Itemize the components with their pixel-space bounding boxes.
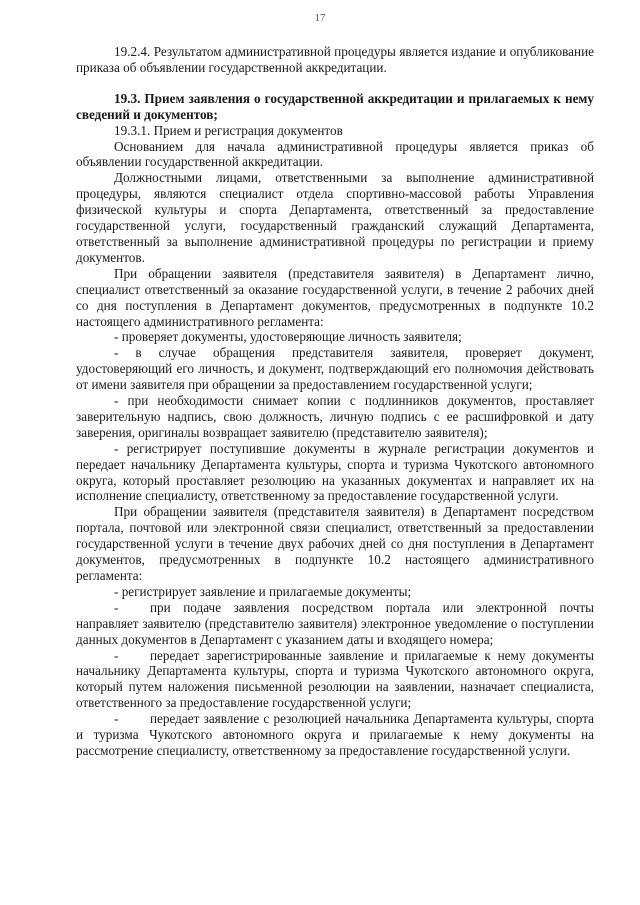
paragraph: - проверяет документы, удостоверяющие личность заявителя;	[114, 329, 462, 345]
list-dash: -	[114, 647, 119, 663]
list-item-text: при подаче заявления посредством портала или электронной почты направляет заявителю (представителю заявителя) электронное уведомление о поступлении данных документов в Департамент с указанием даты и входящего номера;	[76, 599, 594, 647]
list-item	[76, 600, 594, 648]
list-dash: -	[114, 711, 119, 727]
paragraph: При обращении заявителя (представителя заявителя) в Департамент лично, специалист ответственный за оказание государственной услуги, в течение 2 рабочих дней со дня поступления в Департамент документов, предусмотренных в подпункте 10.2 настоящего административного регламента:	[76, 265, 594, 329]
paragraph: При обращении заявителя (представителя заявителя) в Департамент посредством портала, почтовой или электронной связи специалист, ответственный за предоставлении государственной услуги в течение двух рабочих дней со дня поступления в Департамент документов, предусмотренных в подпункте 10.2 настоящего административного регламента:	[76, 504, 594, 583]
paragraph: 19.2.4. Результатом административной процедуры является издание и опубликование приказа об объявлении государственной аккредитации.	[76, 44, 594, 75]
paragraph: - в случае обращения представителя заявителя, проверяет документ, удостоверяющий его личность, и документ, подтверждающий его полномочия действовать от имени заявителя при обращении за предоставлением государственной услуги;	[76, 345, 594, 393]
list-item-text: передает заявление с резолюцией начальника Департамента культуры, спорта и туризма Чукотского автономного округа и прилагаемые к нему документы на рассмотрение специалисту, ответственному за предоставление государственной услуги.	[76, 711, 594, 758]
paragraph: - регистрирует поступившие документы в журнале регистрации документов и передает начальнику Департамента культуры, спорта и туризма Чукотского автономного округа, который проставляет резолюцию на указанных документах и направляет их на исполнение специалисту, ответственному за предоставление государственной услуги.	[76, 440, 594, 504]
list-item-text: передает зарегистрированные заявление и прилагаемые к нему документы начальнику Департамента культуры, спорта и туризма Чукотского автономного округа, который путем наложения письменной резолюции на заявлении, назначает специалиста, ответственного за предоставление государственной услуги;	[76, 647, 594, 711]
list-item	[76, 711, 594, 759]
paragraph-gap	[76, 76, 594, 91]
paragraph: Должностными лицами, ответственными за выполнение административной процедуры, являются специалист отдела спортивно-массовой работы Управления физической культуры и спорта Департамента, ответственный за предоставление государственной услуги, государственный гражданский служащий Департамента, ответственный за выполнение административной процедуры по регистрации и приему документов.	[76, 170, 594, 265]
paragraph: - регистрирует заявление и прилагаемые документы;	[114, 583, 412, 599]
list-dash: -	[114, 599, 119, 615]
paragraph: - при необходимости снимает копии с подлинников документов, проставляет заверительную надпись, свою должность, личную подпись с ее расшифровкой и дату заверения, оригиналы возвращает заявителю (представителю заявителя);	[76, 393, 594, 440]
paragraph: 19.3.1. Прием и регистрация документов	[114, 122, 343, 138]
document-body	[76, 44, 594, 759]
page-number: 17	[314, 12, 326, 24]
section-heading: 19.3. Прием заявления о государственной аккредитации и прилагаемых к нему сведений и документов;	[76, 90, 594, 122]
paragraph: Основанием для начала административной процедуры является приказ об объявлении государственной аккредитации.	[76, 138, 594, 170]
list-item	[76, 648, 594, 712]
